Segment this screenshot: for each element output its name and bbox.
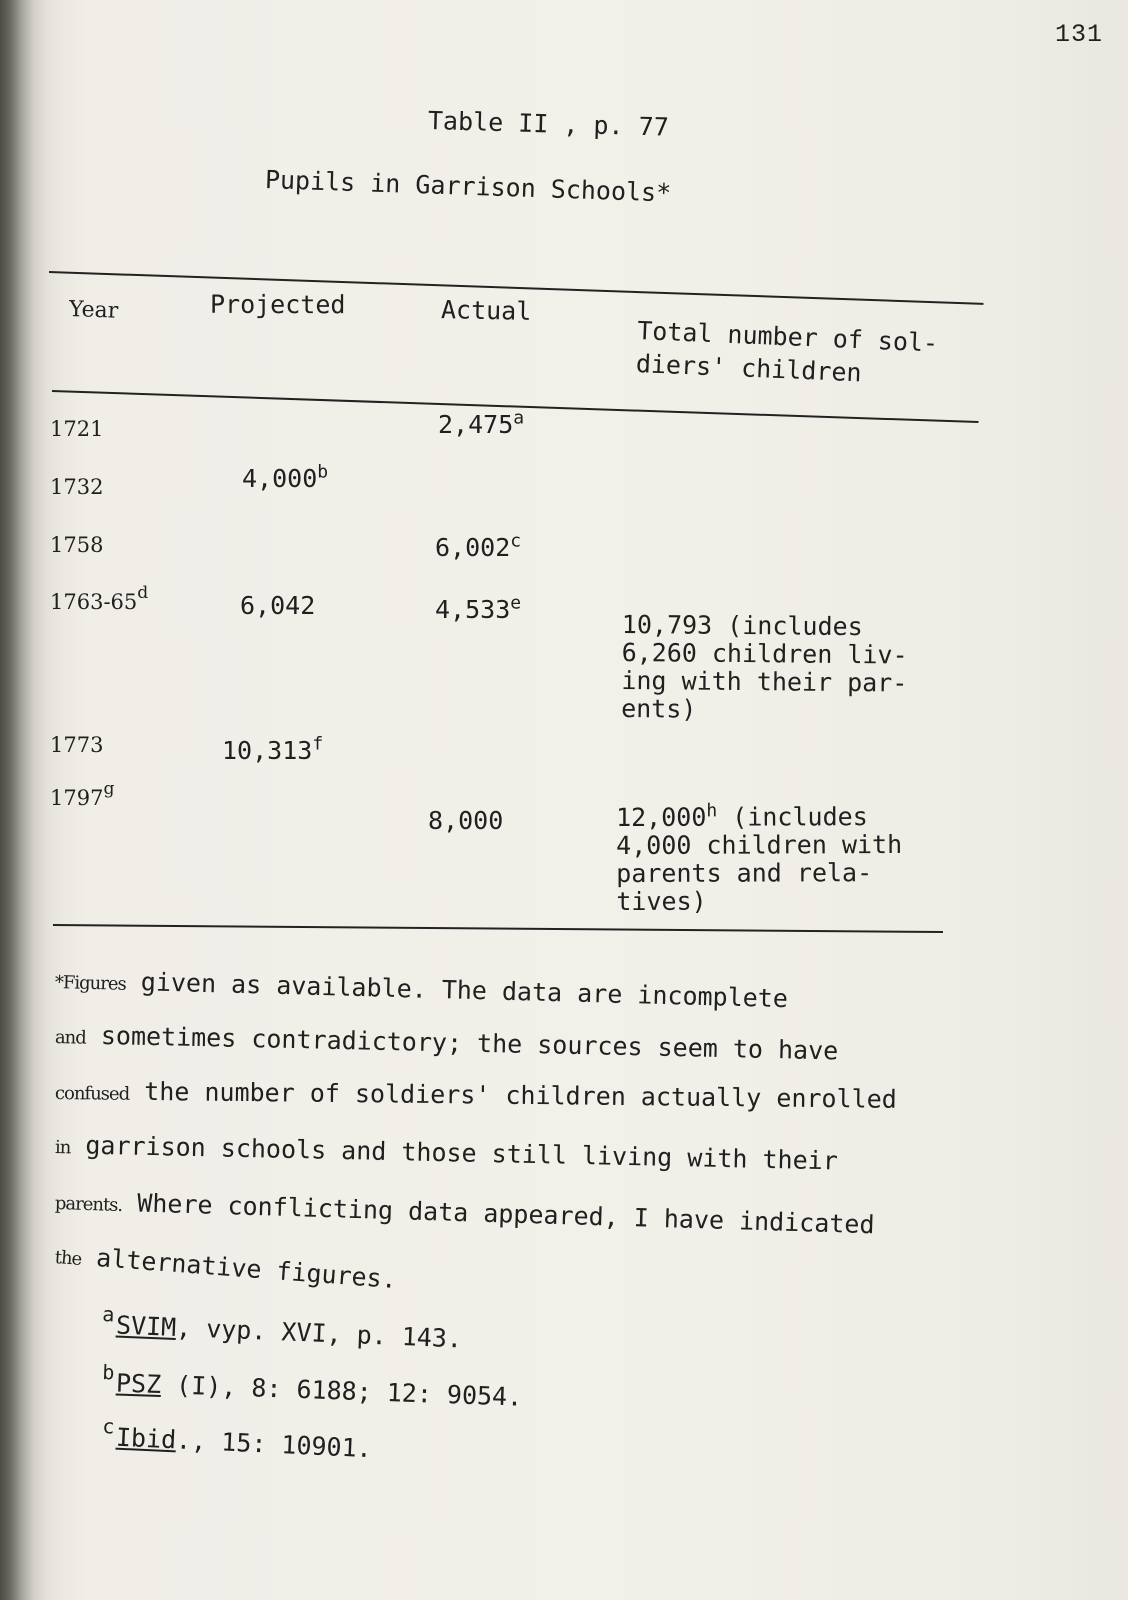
total-column-header: Total number of sol- diers' children [635, 315, 939, 388]
source-line-c: $^c$Ibid., 15: 10901. [101, 1414, 373, 1464]
table-row-1721-year: 1721 [50, 417, 104, 441]
table-row-1758-actual: 6,002$^c$ [435, 530, 522, 562]
source-line-b: $^b$PSZ (I), 8: 6188; 12: 9054. [101, 1360, 523, 1412]
page-number: 131 [1055, 20, 1104, 49]
projected-column-header: Projected [209, 289, 346, 320]
table-row-1732-projected: 4,000$^b$ [242, 461, 329, 493]
table-row-1797-actual: 8,000 [428, 806, 504, 835]
source-line-a: $^a$SVIM, vyp. XVI, p. 143. [101, 1302, 463, 1354]
footnote-line-5: parents. Where conflicting data appeared, I have indicated [54, 1188, 875, 1240]
footnote-line-2: and sometimes contradictory; the sources seem to have [54, 1020, 839, 1066]
actual-column-header: Actual [440, 295, 532, 326]
table-row-1721-actual: 2,475$^a$ [438, 407, 525, 439]
table-row-1758-year: 1758 [50, 533, 104, 557]
table-row-1797-total: 12,000$^h$ (includes 4,000 children with parents and rela- tives) [615, 800, 903, 916]
footnote-line-6: the alternative figures. [54, 1241, 398, 1295]
table-row-1773-year: 1773 [50, 733, 104, 757]
table-row-1797-year: 1797$^g$ [50, 778, 115, 810]
footnote-line-3: confused the number of soldiers' children actually enrolled [54, 1076, 897, 1114]
table-row-1763-65-year: 1763-65$^d$ [50, 582, 149, 614]
table-title: Table II , p. 77 [427, 106, 670, 142]
table-bottom-rule [53, 924, 943, 933]
table-row-1732-year: 1732 [50, 475, 104, 499]
footnote-line-1: *Figures given as available. The data are incomplete [54, 966, 789, 1014]
table-row-1763-65-actual: 4,533e [435, 592, 522, 624]
table-row-1773-projected: 10,313$^f$ [222, 733, 324, 765]
table-row-1763-65-projected: 6,042 [240, 591, 316, 620]
table-row-1763-65-total: 10,793 (includes 6,260 children liv- ing with their par- ents) [621, 610, 908, 724]
table-subtitle: Pupils in Garrison Schools* [264, 165, 672, 208]
year-column-header: Year [68, 297, 119, 324]
footnote-line-4: in garrison schools and those still living with their [54, 1130, 839, 1176]
